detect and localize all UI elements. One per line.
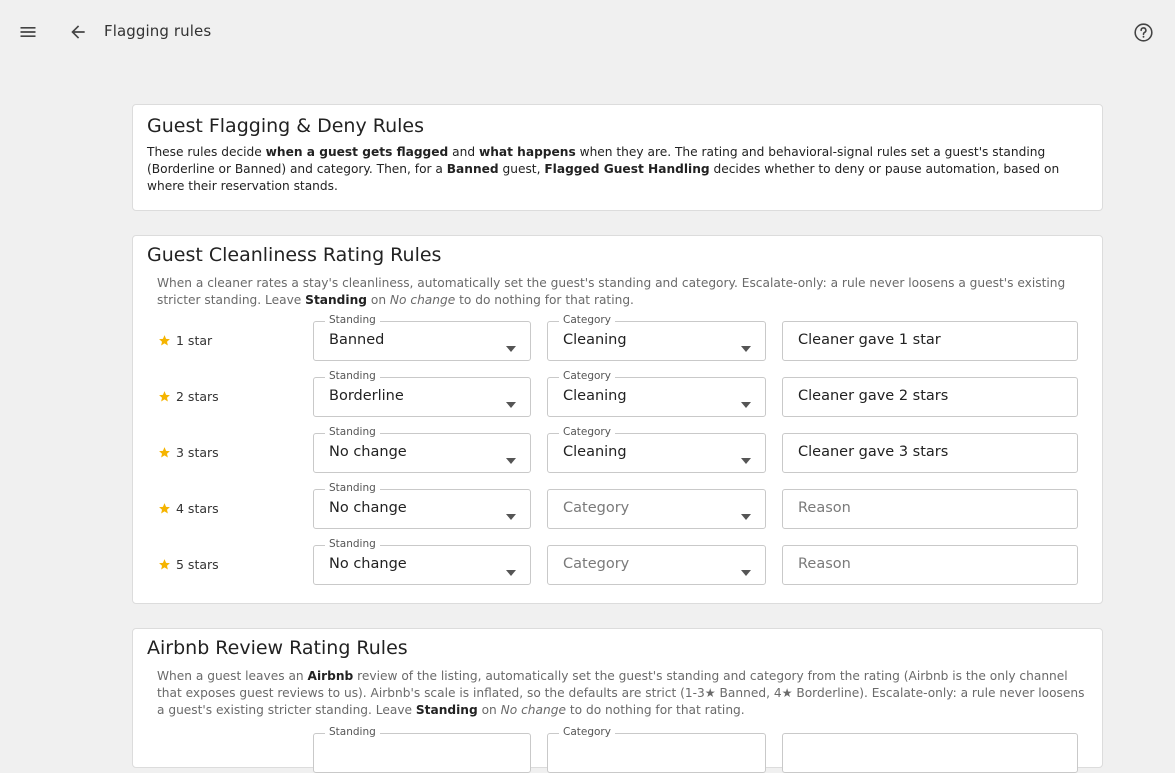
standing-label: Standing xyxy=(325,370,380,383)
rating-rule-row xyxy=(133,426,1102,473)
rating-rule-row xyxy=(133,314,1102,361)
reason-input[interactable] xyxy=(782,733,1078,773)
standing-label: Standing xyxy=(325,426,380,439)
category-placeholder: Category xyxy=(563,556,630,572)
page-title: Flagging rules xyxy=(104,22,212,40)
menu-icon[interactable] xyxy=(16,20,40,44)
reason-value: Cleaner gave 1 star xyxy=(798,332,941,348)
description-segment: Standing xyxy=(415,703,478,717)
description-segment: when a guest gets flagged xyxy=(265,145,449,159)
star-icon xyxy=(158,390,176,403)
reason-input[interactable] xyxy=(782,489,1078,529)
reason-placeholder: Reason xyxy=(798,500,851,516)
description-segment: decides whether to deny or pause automation, based on where their reservation stands. xyxy=(147,162,1060,193)
standing-label: Standing xyxy=(325,726,380,739)
category-select[interactable] xyxy=(547,545,766,585)
cleanliness-rules-card xyxy=(132,235,1103,604)
star-rating-label xyxy=(158,445,219,460)
category-value: Cleaning xyxy=(563,388,627,404)
description-segment: Airbnb xyxy=(307,669,354,683)
category-select[interactable] xyxy=(547,314,766,361)
intro-title: Guest Flagging & Deny Rules xyxy=(147,115,424,137)
description-segment: These rules decide xyxy=(147,145,266,159)
standing-select[interactable] xyxy=(313,538,531,585)
intro-card xyxy=(132,104,1103,211)
chevron-down-icon xyxy=(741,393,751,412)
reason-input[interactable] xyxy=(782,545,1078,585)
description-segment: review of the listing, automatically set the guest's standing and category from the rating (Airbnb is the only channel that exposes guest reviews to us). Airbnb's scale is inflated, so the defaults are strict (1-3★ Banned, 4★ Borderline). Escalate-only: a rule never loosens a guest's existing stricter standing. Leave xyxy=(157,669,1085,717)
intro-description xyxy=(147,144,1087,195)
standing-label: Standing xyxy=(325,538,380,551)
category-value: Cleaning xyxy=(563,332,627,348)
chevron-down-icon xyxy=(506,393,516,412)
airbnb-rules-card xyxy=(132,628,1103,768)
category-select[interactable] xyxy=(547,426,766,473)
chevron-down-icon xyxy=(741,561,751,580)
star-count: 4 stars xyxy=(176,501,219,516)
standing-value: No change xyxy=(329,500,407,516)
standing-select[interactable] xyxy=(313,426,531,473)
airbnb-rule-row xyxy=(133,726,1102,773)
description-segment: When a guest leaves an xyxy=(157,669,308,683)
reason-input[interactable] xyxy=(782,377,1078,417)
category-value: Cleaning xyxy=(563,444,627,460)
star-icon xyxy=(158,446,176,459)
description-segment: Flagged Guest Handling xyxy=(544,162,710,176)
standing-value: No change xyxy=(329,556,407,572)
reason-value: Cleaner gave 2 stars xyxy=(798,388,949,404)
reason-value: Cleaner gave 3 stars xyxy=(798,444,949,460)
category-label: Category xyxy=(559,370,615,383)
description-segment: on xyxy=(477,703,501,717)
category-label: Category xyxy=(559,314,615,327)
description-segment: when they are. The rating and behavioral-signal rules set a guest's standing (Borderline or Banned) and category. Then, for a xyxy=(147,145,1046,176)
description-segment: Standing xyxy=(305,293,367,307)
chevron-down-icon xyxy=(741,505,751,524)
star-count: 3 stars xyxy=(176,445,219,460)
star-rating-label xyxy=(158,389,219,404)
description-segment: to do nothing for that rating. xyxy=(455,293,634,307)
cleanliness-title: Guest Cleanliness Rating Rules xyxy=(147,244,442,266)
description-segment: Banned xyxy=(446,162,499,176)
reason-input[interactable] xyxy=(782,321,1078,361)
chevron-down-icon xyxy=(506,561,516,580)
star-rating-label xyxy=(158,333,212,348)
rating-rule-row xyxy=(133,370,1102,417)
star-icon xyxy=(158,558,176,571)
chevron-down-icon xyxy=(506,449,516,468)
chevron-down-icon xyxy=(506,337,516,356)
standing-label: Standing xyxy=(325,314,380,327)
help-circle-icon[interactable] xyxy=(1131,20,1155,44)
star-rating-label xyxy=(158,501,219,516)
star-icon xyxy=(158,334,176,347)
description-segment: No change xyxy=(500,703,566,717)
airbnb-description xyxy=(157,668,1092,719)
top-app-bar xyxy=(0,0,1175,64)
standing-value: Banned xyxy=(329,332,385,348)
category-select[interactable] xyxy=(547,370,766,417)
star-icon xyxy=(158,502,176,515)
category-select[interactable] xyxy=(547,489,766,529)
star-count: 1 star xyxy=(176,333,213,348)
airbnb-title: Airbnb Review Rating Rules xyxy=(147,637,408,659)
description-segment: When a cleaner rates a stay's cleanliness, automatically set the guest's standing and category. Escalate-only: a rule never loosens a guest's existing stricter standing. Leave xyxy=(157,276,1066,307)
chevron-down-icon xyxy=(506,505,516,524)
description-segment: what happens xyxy=(478,145,576,159)
rating-rule-row xyxy=(133,482,1102,529)
description-segment: and xyxy=(448,145,479,159)
description-segment: No change xyxy=(389,293,456,307)
standing-label: Standing xyxy=(325,482,380,495)
standing-select[interactable] xyxy=(313,370,531,417)
rating-rule-row xyxy=(133,538,1102,585)
standing-value: Borderline xyxy=(329,388,404,404)
standing-select[interactable] xyxy=(313,482,531,529)
description-segment: guest, xyxy=(498,162,545,176)
chevron-down-icon xyxy=(741,337,751,356)
chevron-down-icon xyxy=(741,449,751,468)
star-rating-label xyxy=(158,557,219,572)
standing-select[interactable] xyxy=(313,314,531,361)
reason-input[interactable] xyxy=(782,433,1078,473)
cleanliness-description xyxy=(157,275,1092,309)
description-segment: on xyxy=(366,293,390,307)
star-count: 2 stars xyxy=(176,389,219,404)
star-count: 5 stars xyxy=(176,557,219,572)
arrow-back-icon[interactable] xyxy=(66,20,90,44)
standing-select[interactable] xyxy=(313,726,531,773)
reason-placeholder: Reason xyxy=(798,556,851,572)
category-placeholder: Category xyxy=(563,500,630,516)
category-label: Category xyxy=(559,426,615,439)
category-select[interactable] xyxy=(547,726,766,773)
description-segment: to do nothing for that rating. xyxy=(565,703,745,717)
standing-value: No change xyxy=(329,444,407,460)
category-label: Category xyxy=(559,726,615,739)
